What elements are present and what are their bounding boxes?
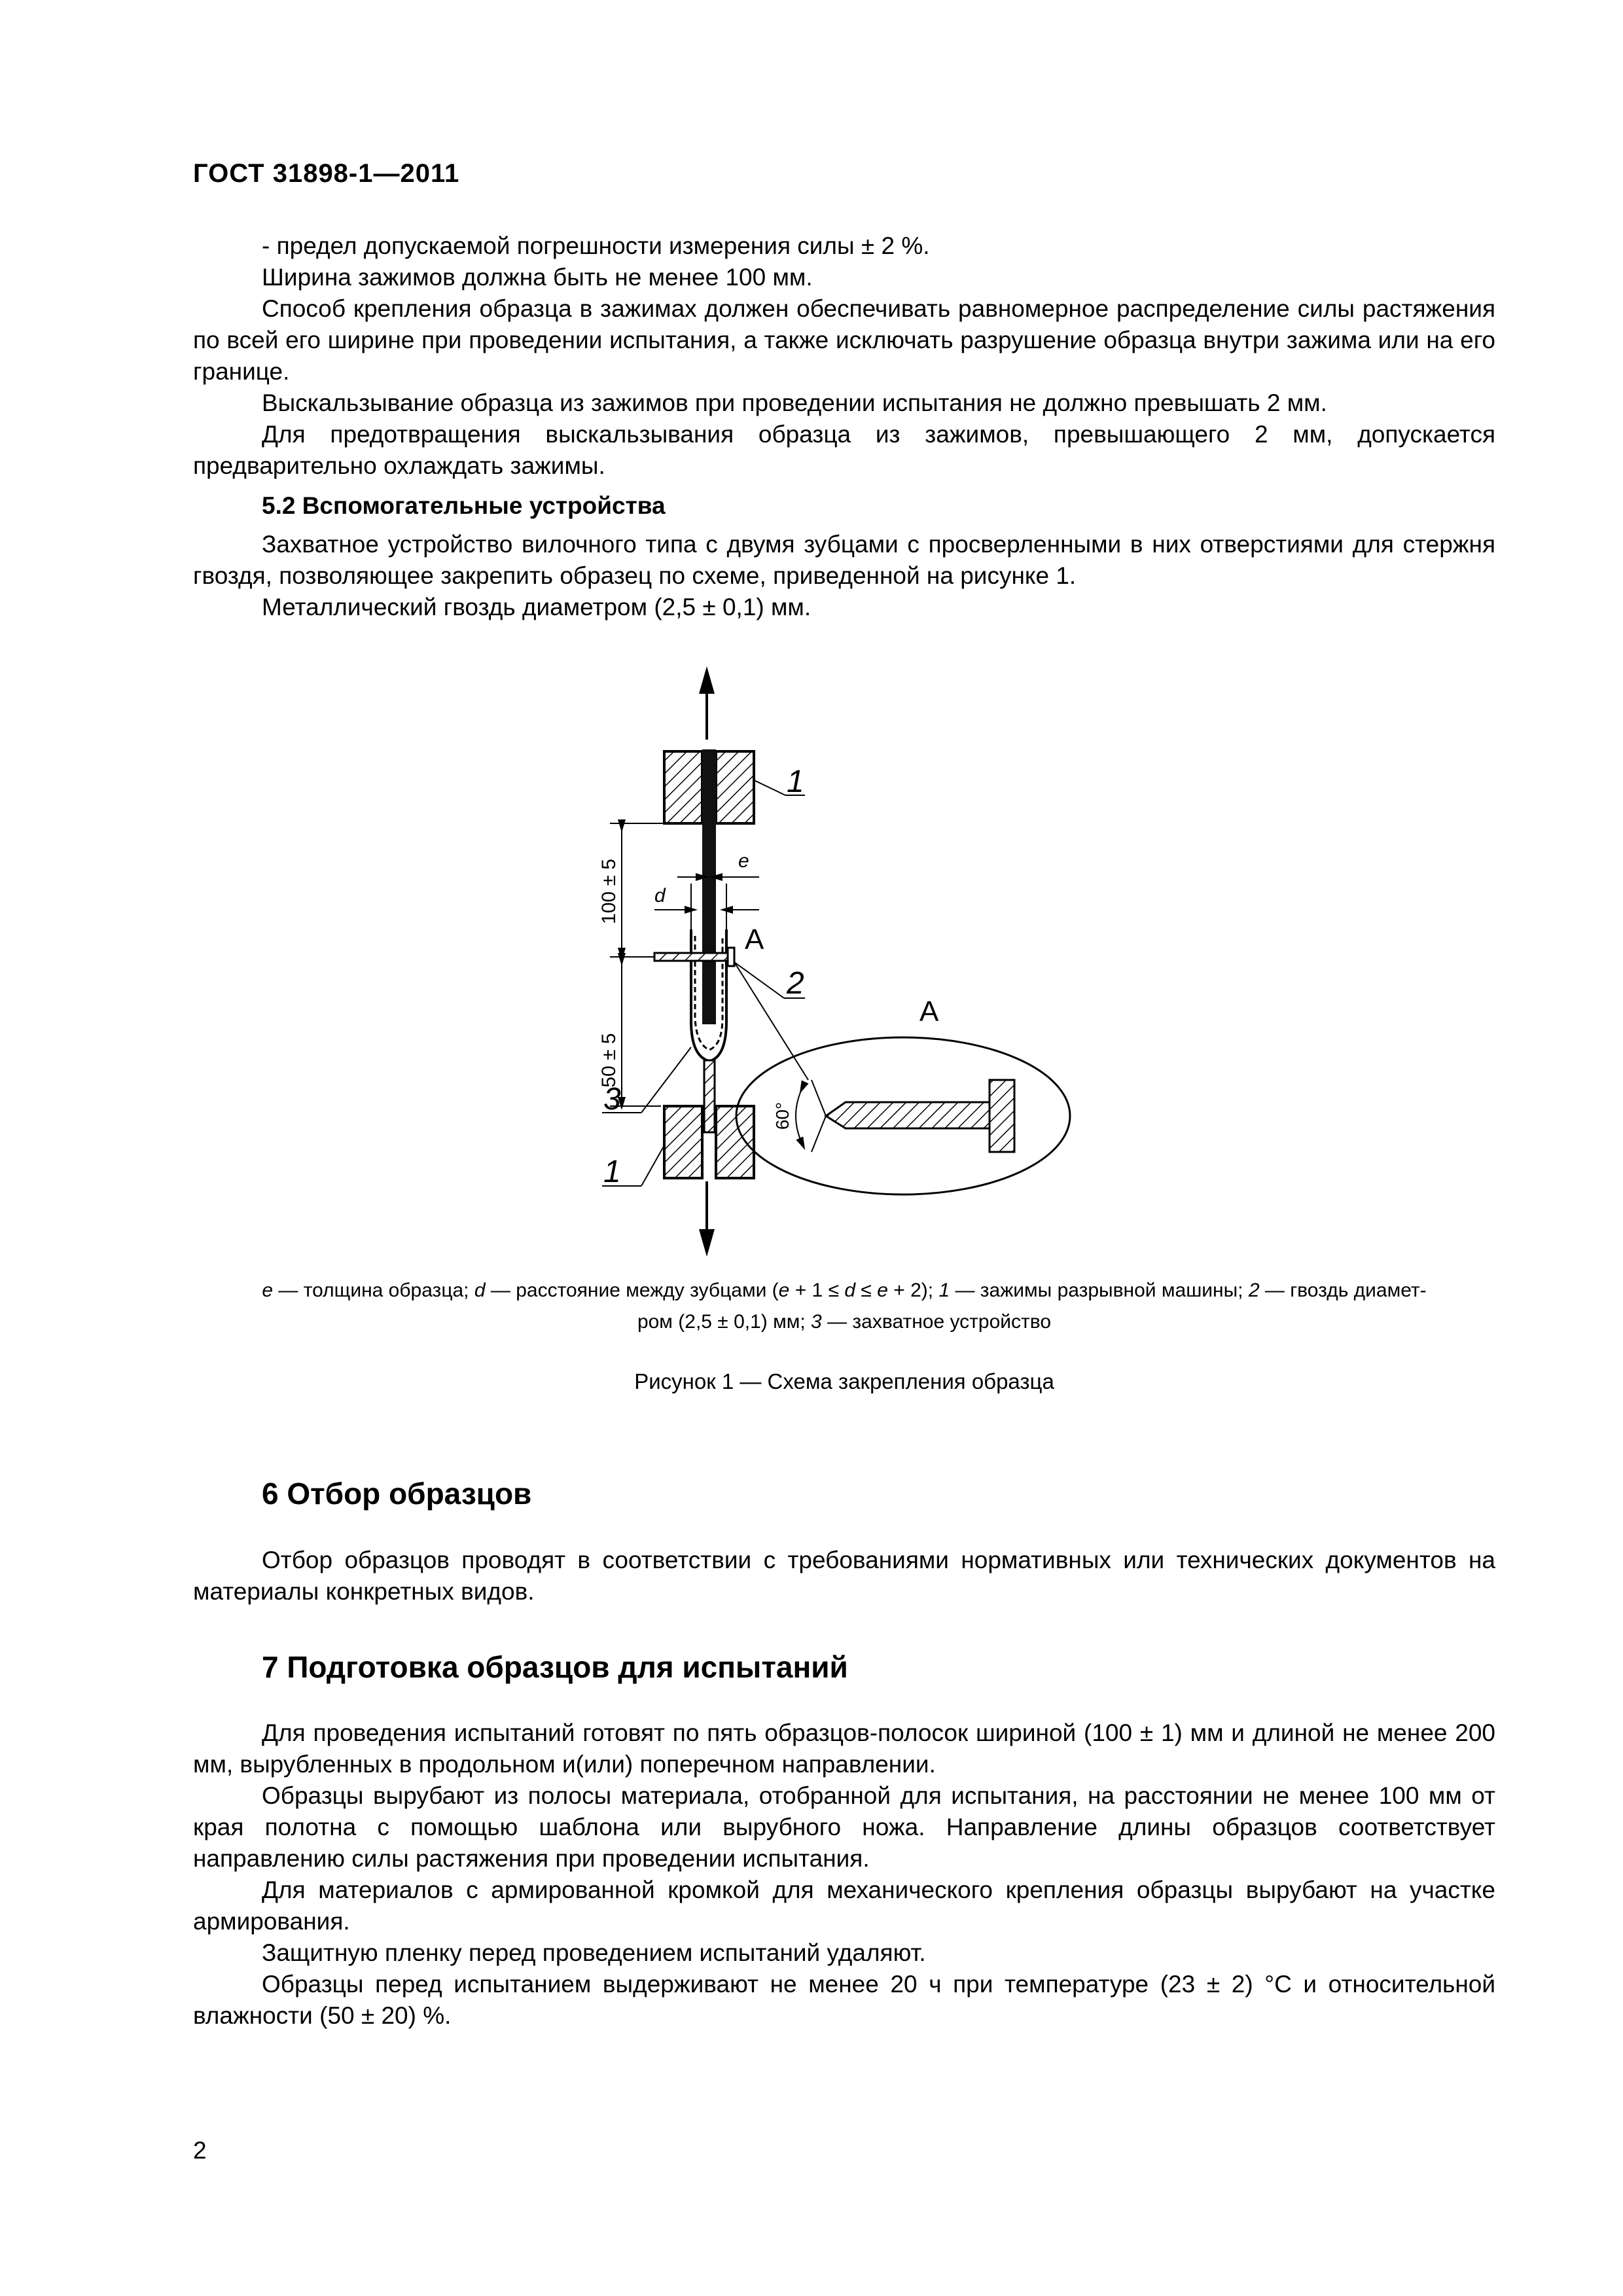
legend-symbol: 1	[938, 1280, 950, 1301]
section-5-2-text	[193, 529, 1495, 623]
paragraph: Для проведения испытаний готовят по пять образцов-полосок шириной (100 ± 1) мм и длиной не менее 200 мм, вырубленных в продольном и(или) поперечном направлении.	[193, 1719, 1495, 1778]
legend-text: — гвоздь диамет-	[1259, 1280, 1427, 1301]
detail-mark-a: А	[745, 924, 764, 956]
paragraph: Образцы перед испытанием выдерживают не менее 20 ч при температуре (23 ± 2) °С и относительной влажности (50 ± 20) %.	[193, 1971, 1495, 2029]
callout-1-top	[754, 764, 805, 799]
detail-view-a	[736, 1037, 1070, 1194]
legend-symbol: e	[262, 1280, 274, 1301]
document-code: ГОСТ 31898-1—2011	[193, 159, 460, 188]
callout-2	[734, 962, 805, 1001]
legend-text: — захватное устройство	[821, 1311, 1052, 1333]
e-label: e	[738, 850, 749, 872]
legend-text: — расстояние между зубцами (	[485, 1280, 779, 1301]
figure-1-diagram	[563, 655, 1512, 1263]
page-number: 2	[193, 2137, 207, 2164]
legend-text: + 1 ≤	[789, 1280, 845, 1301]
section-5-text	[193, 230, 1495, 482]
legend-text: ром (2,5 ± 0,1) мм;	[637, 1311, 812, 1333]
callout-1-bottom	[602, 1145, 664, 1189]
specimen-strip	[702, 749, 716, 1024]
legend-text: — толщина образца;	[273, 1280, 474, 1301]
paragraph: Металлический гвоздь диаметром (2,5 ± 0,1) мм.	[262, 594, 812, 620]
legend-symbol: 3	[811, 1311, 822, 1333]
figure-caption: Рисунок 1 — Схема закрепления образца	[634, 1369, 1054, 1393]
section-7-title: 7 Подготовка образцов для испытаний	[262, 1650, 848, 1684]
section-7-text	[193, 1717, 1495, 2032]
pull-arrow-bottom	[699, 1181, 715, 1257]
paragraph: Защитную пленку перед проведением испытаний удаляют.	[262, 1939, 926, 1966]
dimension-50-label: 50 ± 5	[598, 1033, 620, 1088]
legend-text: + 2);	[887, 1280, 939, 1301]
subsection-heading-5-2: 5.2 Вспомогательные устройства	[262, 492, 666, 519]
paragraph: Отбор образцов проводят в соответствии с требованиями нормативных или технических документов на материалы конкретных видов.	[193, 1547, 1495, 1605]
d-label: d	[654, 885, 666, 906]
paragraph: Для материалов с армированной кромкой для механического крепления образцы вырубают на участке армирования.	[193, 1876, 1495, 1935]
section-6-text	[193, 1545, 1495, 1607]
pull-arrow-top	[699, 666, 715, 740]
paragraph: Образцы вырубают из полосы материала, отобранной для испытания, на расстоянии не менее 100 мм от края полотна с помощью шаблона или вырубного ножа. Направление длины образцов соответствует направлению силы растяжения при проведении испытания.	[193, 1782, 1495, 1872]
label-3: 3	[603, 1082, 621, 1117]
label-1-top: 1	[787, 764, 804, 799]
dimension-e	[677, 850, 759, 877]
dimension-100-label: 100 ± 5	[598, 859, 620, 924]
label-2: 2	[787, 966, 804, 1001]
paragraph: Ширина зажимов должна быть не менее 100 мм.	[262, 264, 813, 291]
legend-symbol: 2	[1248, 1280, 1260, 1301]
paragraph: - предел допускаемой погрешности измерения силы ± 2 %.	[262, 232, 930, 259]
detail-view-title: А	[919, 996, 939, 1028]
paragraph: Для предотвращения выскальзывания образца из зажимов, превышающего 2 мм, допускается предварительно охлаждать зажимы.	[193, 421, 1495, 479]
paragraph: Выскальзывание образца из зажимов при проведении испытания не должно превышать 2 мм.	[262, 389, 1327, 416]
paragraph: Захватное устройство вилочного типа с двумя зубцами с просверленными в них отверстиями для стержня гвоздя, позволяющее закрепить образец по схеме, приведенной на рисунке 1.	[193, 531, 1495, 589]
legend-symbol: d	[844, 1280, 856, 1301]
legend-symbol: d	[474, 1280, 486, 1301]
section-6-title: 6 Отбор образцов	[262, 1477, 532, 1511]
legend-symbol: e	[778, 1280, 790, 1301]
paragraph: Способ крепления образца в зажимах должен обеспечивать равномерное распределение силы растяжения по всей его ширине при проведении испытания, а также исключать разрушение образца внутри зажима или на его границе.	[193, 295, 1495, 385]
figure-legend	[193, 1275, 1495, 1338]
label-1-bottom: 1	[603, 1155, 621, 1189]
legend-symbol: e	[877, 1280, 888, 1301]
legend-text: ≤	[855, 1280, 878, 1301]
legend-text: — зажимы разрывной машины;	[950, 1280, 1249, 1301]
angle-label: 60°	[772, 1102, 793, 1130]
